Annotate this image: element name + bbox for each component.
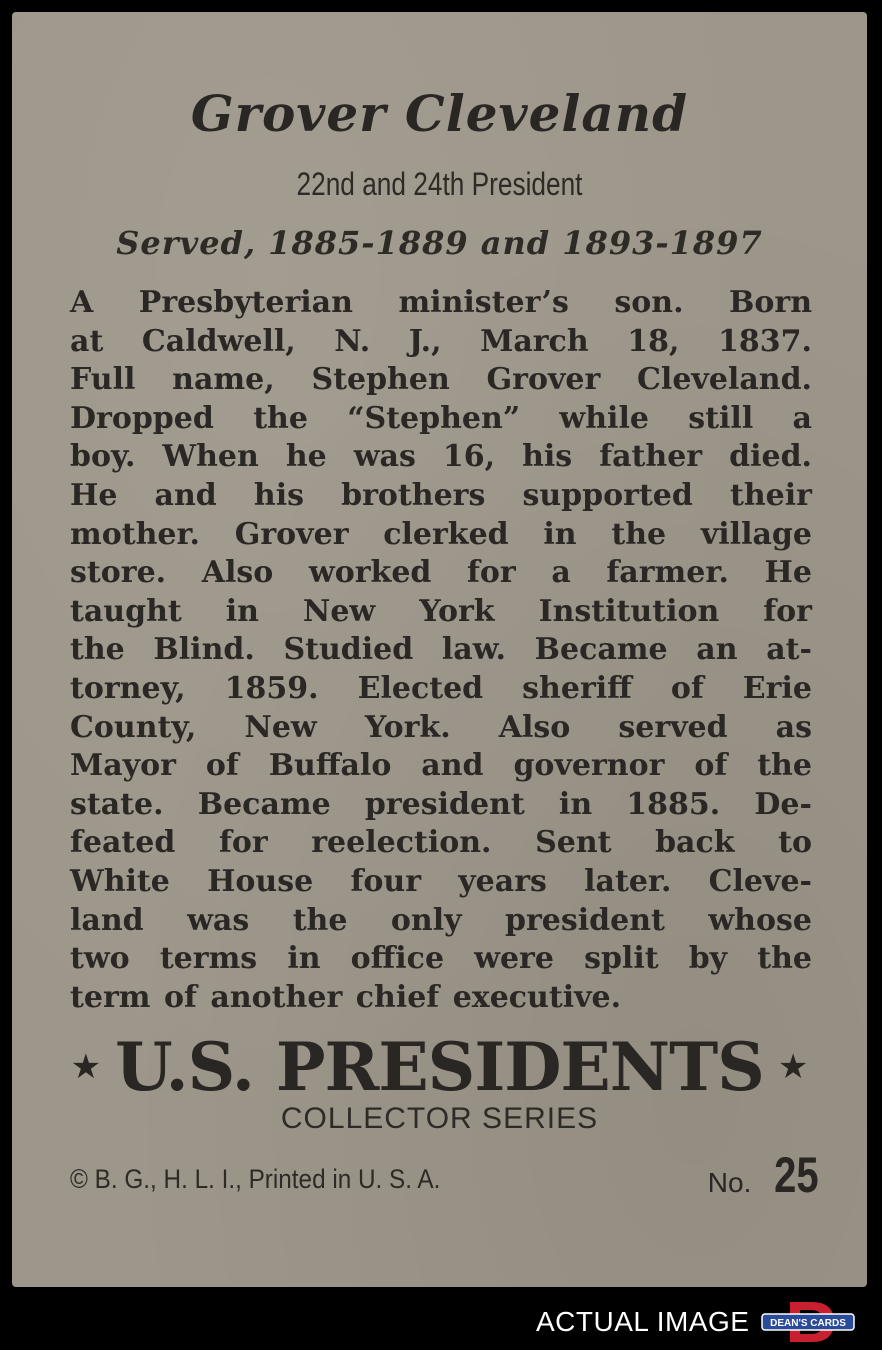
biography-line: store. Also worked for a farmer. He bbox=[70, 555, 812, 591]
biography-line: state. Became president in 1885. De- bbox=[70, 786, 812, 822]
biography-line: land was the only president whose bbox=[70, 902, 812, 938]
biography-line: County, New York. Also served as bbox=[70, 709, 812, 745]
biography-line: feated for reelection. Sent back to bbox=[70, 825, 812, 861]
svg-text:DEAN'S CARDS: DEAN'S CARDS bbox=[770, 1318, 846, 1329]
president-name: Grover Cleveland bbox=[190, 84, 689, 143]
biography-line: Full name, Stephen Grover Cleveland. bbox=[70, 362, 812, 398]
biography-line: White House four years later. Cleve- bbox=[70, 863, 812, 899]
star-icon: ★ bbox=[70, 1047, 102, 1087]
biography-line: torney, 1859. Elected sheriff of Erie bbox=[70, 670, 812, 706]
biography-line: at Caldwell, N. J., March 18, 1837. bbox=[70, 323, 812, 359]
biography-line: two terms in office were split by the bbox=[70, 941, 812, 977]
biography-line: the Blind. Studied law. Became an at- bbox=[70, 632, 812, 668]
actual-image-caption: ACTUAL IMAGE bbox=[536, 1306, 750, 1337]
biography-line: term of another chief executive. bbox=[70, 979, 622, 1015]
series-banner bbox=[12, 1028, 867, 1106]
series-title: U.S. PRESIDENTS bbox=[115, 1028, 764, 1106]
copyright-notice: © B. G., H. L. I., Printed in U. S. A. bbox=[70, 1164, 441, 1194]
card-number-value: 25 bbox=[774, 1147, 819, 1203]
term-dates: Served, 1885-1889 and 1893-1897 bbox=[116, 224, 763, 262]
biography-line: Mayor of Buffalo and governor of the bbox=[70, 748, 812, 784]
biography-line: Dropped the “Stephen” while still a bbox=[70, 400, 812, 436]
biography-line: boy. When he was 16, his father died. bbox=[70, 439, 812, 475]
card-number bbox=[708, 1146, 819, 1204]
president-office: 22nd and 24th President bbox=[296, 166, 583, 202]
card-number-label: No. bbox=[707, 1167, 752, 1198]
deans-cards-logo bbox=[760, 1300, 856, 1344]
biography-text bbox=[70, 284, 812, 1017]
star-icon: ★ bbox=[777, 1047, 809, 1087]
series-subtitle: COLLECTOR SERIES bbox=[280, 1102, 599, 1135]
biography-line: A Presbyterian minister’s son. Born bbox=[70, 285, 812, 320]
biography-line: mother. Grover clerked in the village bbox=[70, 516, 812, 552]
biography-line: He and his brothers supported their bbox=[70, 477, 812, 513]
biography-line: taught in New York Institution for bbox=[70, 593, 812, 629]
trading-card bbox=[12, 12, 867, 1287]
